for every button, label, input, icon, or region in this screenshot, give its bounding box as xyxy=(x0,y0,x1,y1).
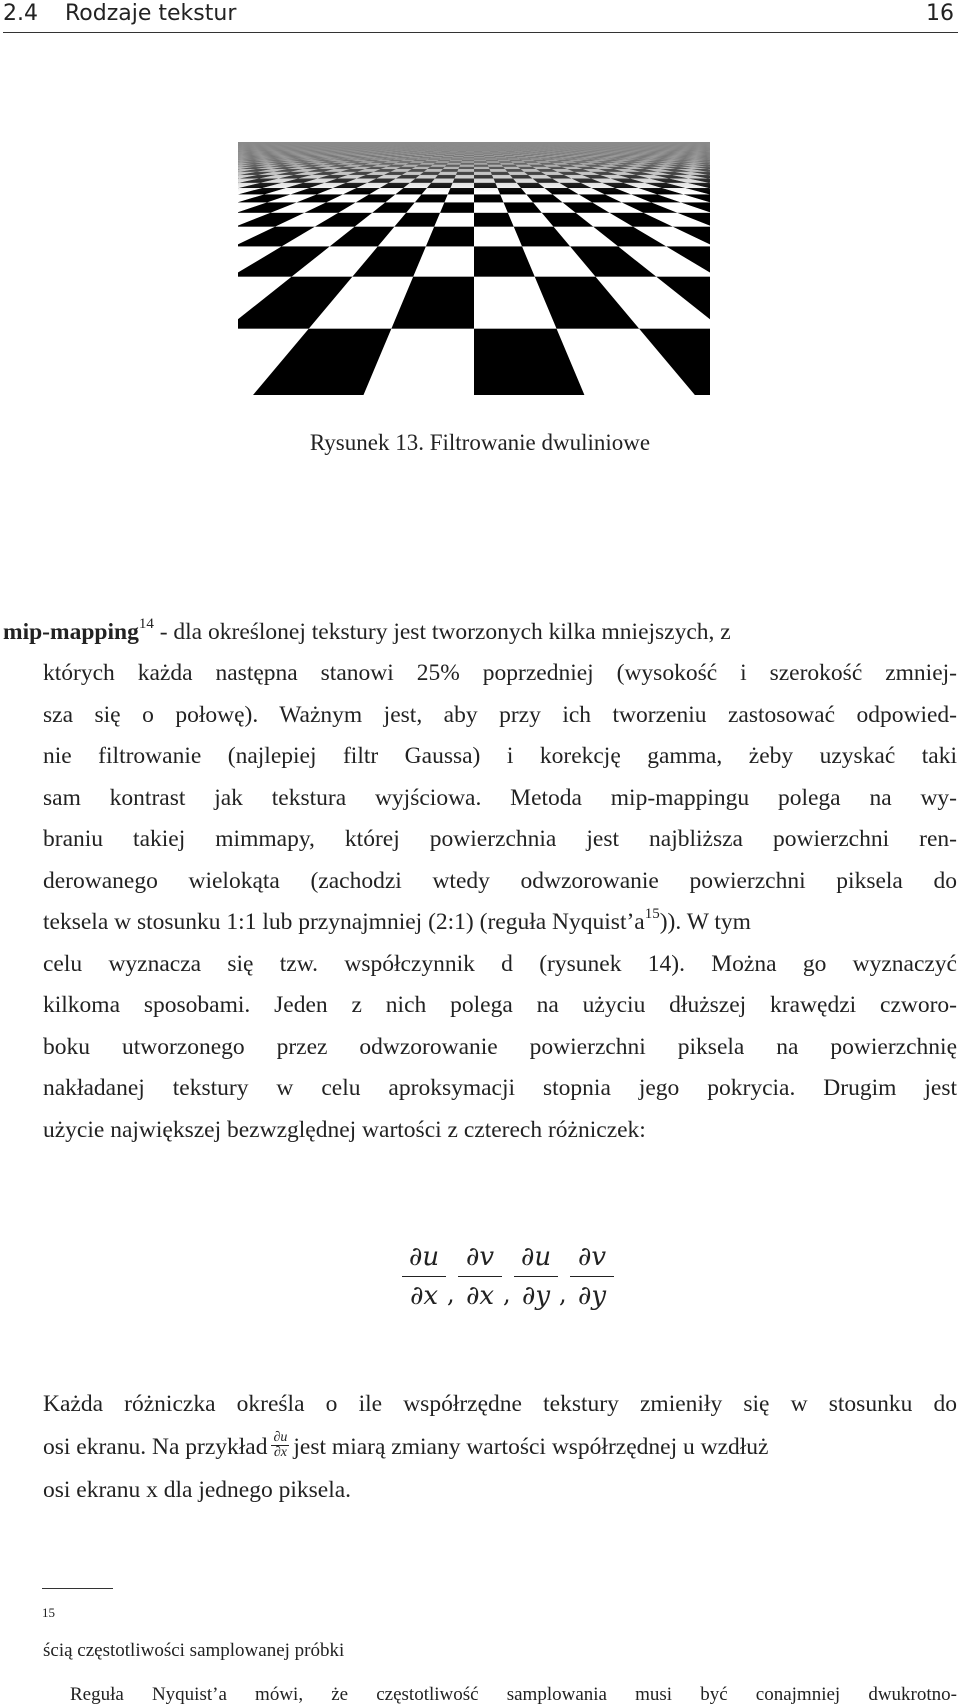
checkerboard-figure xyxy=(238,142,710,395)
section-title: Rodzaje tekstur xyxy=(65,0,236,28)
section-number: 2.4 xyxy=(3,0,38,28)
checkerboard-image xyxy=(238,142,710,395)
page-number: 16 xyxy=(926,0,954,28)
page-header xyxy=(3,0,958,33)
